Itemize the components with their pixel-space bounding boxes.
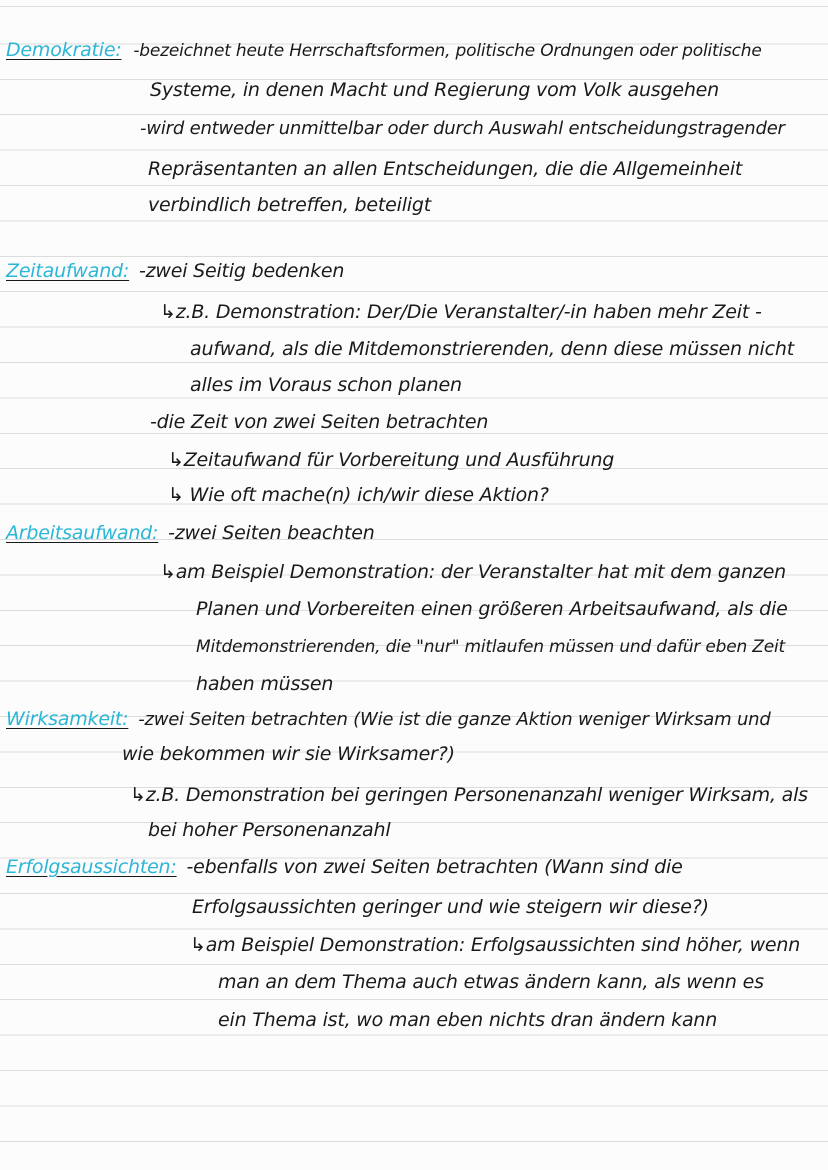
text-line: ↳am Beispiel Demonstration: der Veranstalter hat mit dem ganzen	[160, 561, 787, 583]
term-zeitaufwand: Zeitaufwand:	[6, 260, 130, 282]
text-line: Erfolgsaussichten geringer und wie steigern wir diese?)	[192, 896, 709, 918]
section-zeitaufwand-heading	[6, 259, 344, 283]
text-line: -bezeichnet heute Herrschaftsformen, politische Ordnungen oder politische	[133, 41, 762, 61]
text-line: ↳ Wie oft mache(n) ich/wir diese Aktion?	[168, 484, 549, 506]
section-wirksamkeit-heading	[6, 707, 771, 732]
text-line: ↳am Beispiel Demonstration: Erfolgsaussichten sind höher, wenn	[190, 934, 801, 956]
text-line: -zwei Seitig bedenken	[138, 260, 345, 282]
section-demokratie-heading	[6, 38, 762, 63]
text-line: ein Thema ist, wo man eben nichts dran ändern kann	[218, 1009, 718, 1031]
text-line: alles im Voraus schon planen	[190, 374, 462, 396]
text-line: man an dem Thema auch etwas ändern kann, als wenn es	[218, 971, 764, 993]
text-line: -zwei Seiten beachten	[168, 522, 375, 544]
text-line: -ebenfalls von zwei Seiten betrachten (Wann sind die	[186, 856, 683, 878]
text-line: -die Zeit von zwei Seiten betrachten	[150, 411, 489, 433]
text-line: bei hoher Personenanzahl	[148, 819, 391, 841]
text-line: Repräsentanten an allen Entscheidungen, die die Allgemeinheit	[148, 158, 743, 180]
section-arbeitsaufwand-heading	[6, 521, 375, 545]
term-demokratie: Demokratie:	[6, 39, 122, 61]
text-line: -zwei Seiten betrachten (Wie ist die ganze Aktion weniger Wirksam und	[138, 709, 771, 730]
text-line: Systeme, in denen Macht und Regierung vom Volk ausgehen	[150, 79, 720, 101]
text-line: -wird entweder unmittelbar oder durch Auswahl entscheidungstragender	[140, 118, 785, 139]
text-line: ↳Zeitaufwand für Vorbereitung und Ausführung	[168, 449, 615, 471]
term-erfolgsaussichten: Erfolgsaussichten:	[6, 856, 177, 878]
text-line: ↳z.B. Demonstration bei geringen Personenanzahl weniger Wirksam, als	[130, 784, 808, 806]
text-line: verbindlich betreffen, beteiligt	[148, 194, 431, 216]
text-line: ↳z.B. Demonstration: Der/Die Veranstalter/-in haben mehr Zeit -	[160, 301, 762, 323]
text-line: aufwand, als die Mitdemonstrierenden, denn diese müssen nicht	[190, 338, 794, 360]
text-line: Planen und Vorbereiten einen größeren Arbeitsaufwand, als die	[196, 598, 788, 620]
text-line: haben müssen	[196, 673, 334, 695]
term-wirksamkeit: Wirksamkeit:	[6, 708, 129, 730]
text-line: Mitdemonstrierenden, die "nur" mitlaufen müssen und dafür eben Zeit	[196, 637, 786, 657]
text-line: wie bekommen wir sie Wirksamer?)	[122, 743, 455, 765]
section-erfolgsaussichten-heading	[6, 855, 683, 879]
term-arbeitsaufwand: Arbeitsaufwand:	[6, 522, 159, 544]
